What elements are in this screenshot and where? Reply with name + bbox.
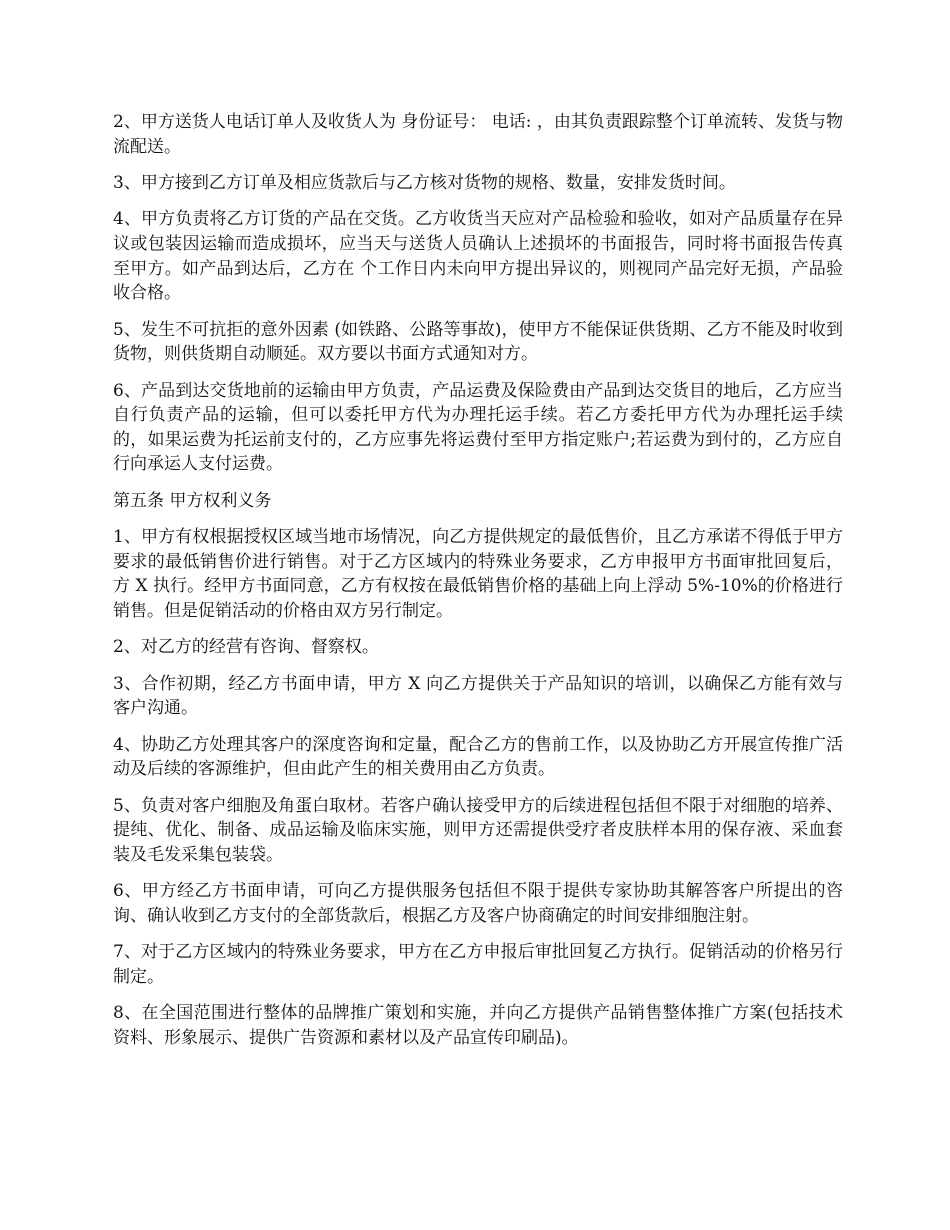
- clause-5-4: 4、协助乙方处理其客户的深度咨询和定量，配合乙方的售前工作，以及协助乙方开展宣传推广活动及后续的客源维护，但由此产生的相关费用由乙方负责。: [113, 734, 843, 780]
- clause-5-5: 5、负责对客户细胞及角蛋白取材。若客户确认接受甲方的后续进程包括但不限于对细胞的培养、提纯、优化、制备、成品运输及临床实施，则甲方还需提供受疗者皮肤样本用的保存液、采血套装及毛发采集包装袋。: [113, 795, 843, 865]
- clause-5-3: 3、合作初期，经乙方书面申请，甲方 X 向乙方提供关于产品知识的培训，以确保乙方能有效与客户沟通。: [113, 673, 843, 719]
- document-page: [113, 110, 843, 1062]
- section-heading: 第五条 甲方权利义务: [113, 490, 272, 511]
- clause-5-2: 2、对乙方的经营有咨询、督察权。: [113, 637, 379, 658]
- clause-4-3: 3、甲方接到乙方订单及相应货款后与乙方核对货物的规格、数量，安排发货时间。: [113, 172, 736, 193]
- clause-5-7: 7、对于乙方区域内的特殊业务要求，甲方在乙方申报后审批回复乙方执行。促销活动的价格另行制定。: [113, 942, 843, 987]
- clause-4-5: 5、发生不可抗拒的意外因素 (如铁路、公路等事故)，使甲方不能保证供货期、乙方不能及时收到货物，则供货期自动顺延。双方要以书面方式通知对方。: [113, 319, 843, 365]
- clause-4-6: 6、产品到达交货地前的运输由甲方负责，产品运费及保险费由产品到达交货目的地后，乙方应当自行负责产品的运输，但可以委托甲方代为办理托运手续。若乙方委托甲方代为办理托运手续的，如果运费为托运前支付的，乙方应事先将运费付至甲方指定账户;若运费为到付的，乙方应自行向承运人支付运费。: [113, 380, 843, 475]
- clause-5-6: 6、甲方经乙方书面申请，可向乙方提供服务包括但不限于提供专家协助其解答客户所提出的咨询、确认收到乙方支付的全部货款后，根据乙方及客户协商确定的时间安排细胞注射。: [113, 881, 843, 926]
- clause-4-2: 2、甲方送货人电话订单人及收货人为 身份证号： 电话: ，由其负责跟踪整个订单流转、发货与物流配送。: [113, 112, 843, 157]
- clause-5-8: 8、在全国范围进行整体的品牌推广策划和实施，并向乙方提供产品销售整体推广方案(包括技术资料、形象展示、提供广告资源和素材以及产品宣传印刷品)。: [113, 1003, 843, 1048]
- clause-4-4: 4、甲方负责将乙方订货的产品在交货。乙方收货当天应对产品检验和验收，如对产品质量存在异议或包装因运输而造成损坏，应当天与送货人员确认上述损坏的书面报告，同时将书面报告传真至甲方。如产品到达后，乙方在 个工作日内未向甲方提出异议的，则视同产品完好无损，产品验收合格。: [113, 209, 843, 304]
- clause-5-1: 1、甲方有权根据授权区域当地市场情况，向乙方提供规定的最低售价，且乙方承诺不得低于甲方要求的最低销售价进行销售。对于乙方区域内的特殊业务要求，乙方申报甲方书面审批回复后，方 X 执行。经甲方书面同意，乙方有权按在最低销售价格的基础上向上浮动 5%-10%的价格进行销售。但是促销活动的价格由双方另行制定。: [113, 527, 843, 621]
